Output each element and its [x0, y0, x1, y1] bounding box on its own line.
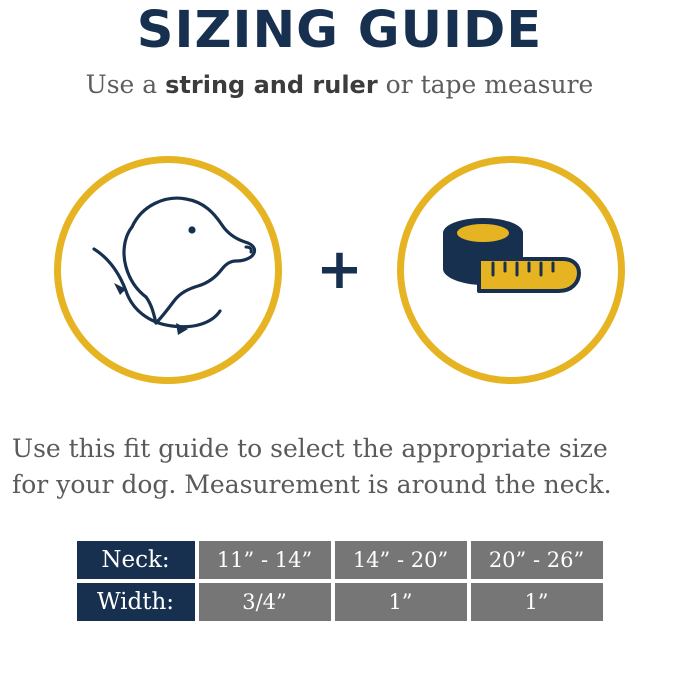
plus-icon: + [316, 236, 363, 302]
body-copy-line-1: Use this fit guide to select the appropriate size [12, 433, 608, 463]
icon-row [0, 145, 679, 395]
width-value-2: 1” [335, 583, 467, 621]
size-table [73, 537, 607, 625]
subtitle-text-pre: Use a [85, 69, 166, 99]
width-value-3: 1” [471, 583, 603, 621]
body-copy-line-2: for your dog. Measurement is around the neck. [12, 469, 612, 499]
neck-value-3: 20” - 26” [471, 541, 603, 579]
sizing-guide-page [0, 1, 679, 691]
page-title: SIZING GUIDE [136, 1, 543, 60]
page-subtitle [0, 70, 679, 99]
width-value-1: 3/4” [199, 583, 331, 621]
tape-measure-icon [431, 207, 591, 332]
neck-value-2: 14” - 20” [335, 541, 467, 579]
table-row [77, 541, 603, 579]
subtitle-text-post: or tape measure [377, 69, 594, 99]
tape-icon-circle [397, 156, 625, 384]
size-table-wrap [0, 537, 679, 625]
subtitle-text-bold: string and ruler [165, 70, 378, 99]
row-label-width: Width: [77, 583, 195, 621]
neck-value-1: 11” - 14” [199, 541, 331, 579]
dog-head-neck-measure-icon [70, 183, 266, 356]
row-label-neck: Neck: [77, 541, 195, 579]
dog-icon-circle [54, 156, 282, 384]
body-copy [12, 431, 667, 504]
table-row [77, 583, 603, 621]
